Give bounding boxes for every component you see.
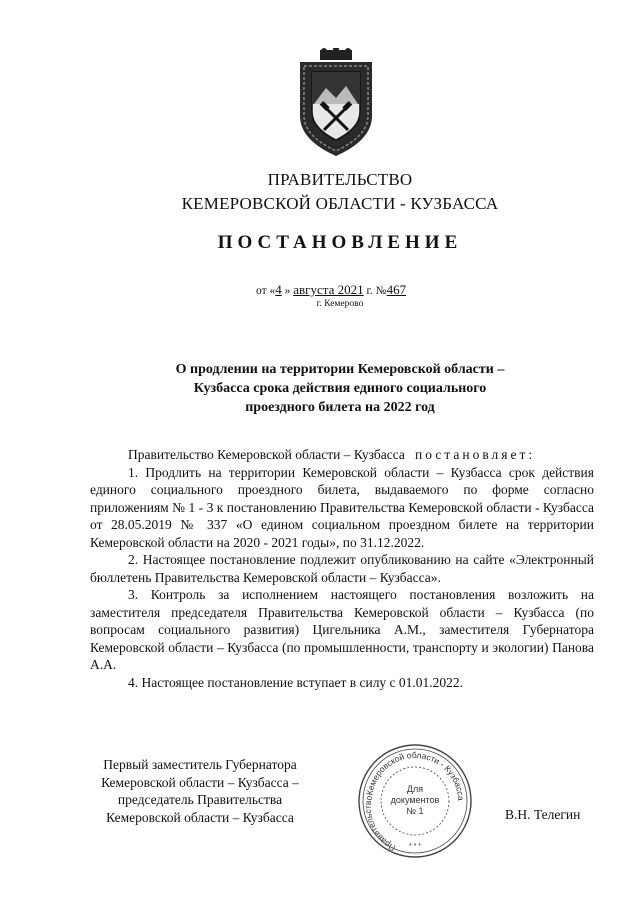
official-stamp [356, 742, 474, 860]
document-body [90, 446, 594, 691]
title-line-1: О продлении на территории Кемеровской области – [175, 362, 505, 377]
signatory-title-line-1: Первый заместитель Губернатора [103, 757, 297, 772]
title-line-2: Кузбасса срока действия единого социального [193, 381, 487, 396]
document-number: 467 [386, 282, 407, 297]
stamp-center-line-3: № 1 [406, 806, 424, 816]
stamp-center-line-2: документов [390, 795, 440, 805]
signatory-title-line-3: председатель Правительства [117, 792, 283, 807]
signatory-title-line-2: Кемеровской области – Кузбасса – [101, 774, 299, 790]
stamp-ring-text: Кемеровской области - Кузбасса [364, 749, 467, 801]
date-year-suffix: г. [366, 285, 373, 297]
date-month-year: августа 2021 [293, 282, 364, 297]
intro-paragraph [90, 446, 594, 464]
government-name-line-2: КЕМЕРОВСКОЙ ОБЛАСТИ - КУЗБАССА [181, 194, 499, 213]
paragraph-2: 2. Настоящее постановление подлежит опубликованию на сайте «Электронный бюллетень Правительства Кемеровской области – Кузбасса». [90, 552, 594, 585]
stamp-center-line-1: Для [406, 784, 424, 794]
city: г. Кемерово [316, 299, 364, 309]
intro-resolves: постановляет: [415, 447, 536, 462]
number-prefix: № [375, 285, 387, 297]
paragraph-4: 4. Настоящее постановление вступает в силу с 01.01.2022. [128, 674, 464, 690]
intro-text: Правительство Кемеровской области – Кузбасса [128, 447, 405, 462]
signatory-name: В.Н. Телегин [505, 807, 581, 822]
signatory-title-line-4: Кемеровской области – Кузбасса [106, 809, 294, 825]
paragraph-1: 1. Продлить на территории Кемеровской области – Кузбасса срок действия единого социального проездного билета, выдаваемого по форме согласно приложениям № 1 - 3 к постановлению Правительства Кемеровской области - Кузбасса от 28.05.2019 № 337 «О едином социальном проездном билете на территории Кемеровской области на 2020 - 2021 годы», по 31.12.2022. [90, 464, 594, 550]
stamp-stars: * * * [408, 843, 422, 850]
stamp-ring-text-left: Правительство [362, 794, 397, 854]
document-date-line [256, 282, 406, 298]
paragraph-3: 3. Контроль за исполнением настоящего постановления возложить на заместителя председателя Правительства Кемеровской области – Кузбасса (по вопросам социального развития) Цигельника А.М., заместителя Губернатора Кемеровской области – Кузбасса (по промышленности, транспорту и экологии) Панова А.А. [90, 587, 594, 672]
title-line-3: проездного билета на 2022 год [245, 400, 435, 415]
document-title [130, 360, 550, 417]
signatory-title [90, 756, 310, 826]
date-mid: » [284, 285, 291, 297]
date-day: 4 [275, 282, 282, 297]
date-prefix: от « [256, 285, 276, 297]
government-name-line-1: ПРАВИТЕЛЬСТВО [267, 170, 413, 189]
document-type-heading: ПОСТАНОВЛЕНИЕ [217, 232, 463, 253]
coat-of-arms-icon [294, 48, 378, 158]
